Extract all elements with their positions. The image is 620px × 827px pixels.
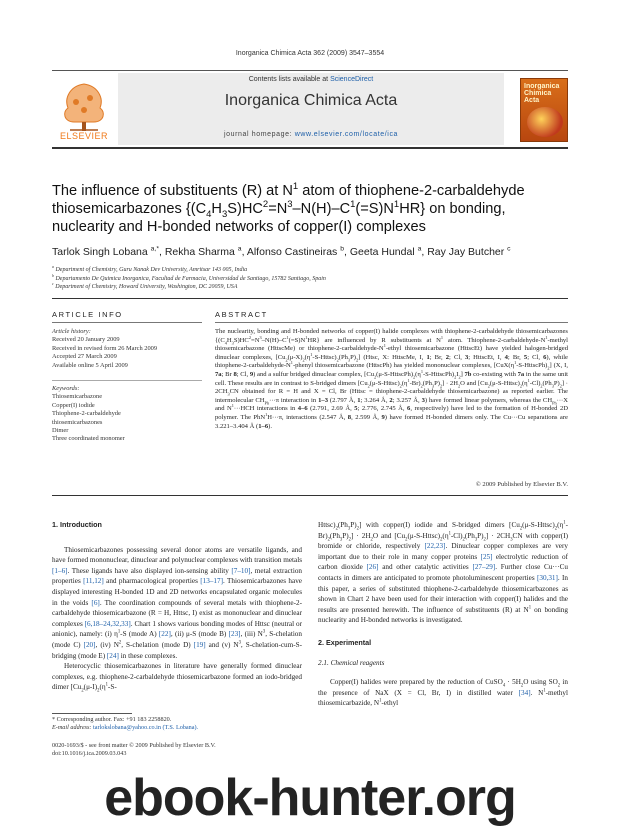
contents-availability [118, 76, 504, 83]
body-column-right [318, 520, 568, 709]
email-label: E-mail address: [52, 724, 94, 731]
keyword-item: thiosemicarbazones [52, 418, 103, 426]
keyword-item: Dimer [52, 427, 69, 435]
body-paragraph: Copper(I) halides were prepared by the reduction of CuSO$_4$ · $5H_2O$ using $SO_2$ in the presence of NaX (X = Cl, Br, I) in distilled water [34]. $N^1$-methyl thiosemicarbazide, $N^1$-ethyl [318, 678, 568, 708]
cover-artwork [527, 107, 563, 137]
sciencedirect-link[interactable]: ScienceDirect [330, 76, 374, 83]
section-divider [52, 495, 568, 496]
section-heading-introduction: 1. Introduction [52, 520, 102, 529]
journal-homepage [118, 131, 504, 138]
author-list: Tarlok Singh Lobana $^{a,*}$, Rekha Sharma $^a$, Alfonso Castineiras $^b$, Geeta Hundal $^a$, Ray Jay Butcher $^c$ [52, 245, 511, 258]
keywords-rule [52, 380, 202, 381]
history-item: Received in revised form 26 March 2009 [52, 344, 158, 352]
homepage-link[interactable]: www.elsevier.com/locate/ica [294, 131, 399, 138]
history-item: Received 20 January 2009 [52, 336, 120, 344]
article-info-rule [52, 322, 202, 323]
homepage-prefix: journal homepage: [223, 131, 295, 138]
article-info-heading: ARTICLE INFO [52, 310, 123, 319]
body-column-left [52, 520, 302, 693]
watermark: ebook-hunter.org [104, 769, 516, 827]
copyright-notice: © 2009 Published by Elsevier B.V. [475, 481, 568, 488]
body-paragraph: Thiosemicarbazones possessing several donor atoms are versatile ligands, and have formed mononuclear, dinuclear and polynuclear complexes with transition metals [1–6]. These ligands have also displayed ion-sensing ability [7–10], metal extraction properties [11,12] and pharmacological properties [13–17]. Thiosemicarbazones have displayed interesting H-bonded 1D and 2D networks encapsulated organic molecules in the voids [6]. The coordination compounds of several metals with thiophene-2-carbaldehyde thiosemicarbazone (R = H, Httsc, I) exist as mononuclear and dinuclear complexes [6,18–24,32,33]. Chart 1 shows various bonding modes of Httsc (neutral or anionic), namely: (i) $\eta^1-S$ (mode A) [22], (ii) μ-S (mode B) [23], (iii) $N^3$, S-chelation (mode C) [20], (iv) $N^2$, S-chelation (mode D) [19] and (v) $N^3$, S-chelation-cum-S-bridging (mode E) [24] in these complexes. [52, 545, 303, 660]
abstract-rule [215, 322, 568, 323]
journal-name: Inorganica Chimica Acta [224, 92, 398, 109]
keyword-item: Thiophene-2-carbaldehyde [52, 410, 121, 418]
article-history [52, 328, 202, 370]
keyword-item: Thiosemicarbazone [52, 393, 103, 401]
header-top-rule [52, 70, 568, 71]
keywords-list [52, 385, 202, 444]
keywords-label: Keywords: [52, 385, 80, 392]
keyword-item: Three coordinated monomer [52, 435, 125, 443]
history-item: Accepted 27 March 2009 [52, 353, 117, 361]
publisher-name: ELSEVIER [59, 131, 109, 141]
keyword-item: Copper(I) iodide [52, 401, 95, 409]
affiliations: $^a$ Department of Chemistry, Guru Nanak Dev University, Amritsar 143 005, India $^b$ Departamento De Quimica Inorganica, Facultad de Farmacia, Universidad de Santiago, 15782 Santiago, Spain $^c$ Department of Chemistry, Howard University, Washington, DC 20059, USA [52, 265, 326, 291]
abstract-heading: ABSTRACT [215, 310, 268, 319]
article-title: The influence of substituents (R) at $N^1$ atom of thiophene-2-carbaldehyde thiosemicarbazones $\{(C_4H_3S)HC^2=N^3-N(H)-C^1(=S)N^1HR\}$ on bonding, nuclearity and H-bonded networks of copper(I) complexes [52, 181, 525, 235]
section-heading-experimental: 2. Experimental [318, 637, 372, 647]
cover-title: Inorganica Chimica Acta [524, 83, 560, 104]
history-item: Available online 5 April 2009 [52, 361, 128, 369]
front-matter [52, 742, 302, 758]
email-link[interactable]: tarlokslobana@yahoo.co.in (T.S. Lobana). [93, 724, 199, 731]
contents-prefix: Contents lists available at [248, 76, 331, 83]
corresponding-author-footnote [52, 716, 302, 732]
journal-cover-image [520, 78, 568, 142]
header-bottom-rule [52, 147, 568, 149]
section-divider [52, 298, 568, 299]
body-paragraph: Heterocyclic thiosemicarbazones in literature have generally formed dinuclear complexes, e.g. thiophene-2-carbaldehyde thiosemicarbazone formed an iodo-bridged dimer [$Cu_2(\mu-I)_2(\eta^1-S-$ [52, 662, 302, 694]
corresponding-author: * Corresponding author. Fax: +91 183 2258820. [52, 716, 172, 723]
doi: doi:10.1016/j.ica.2009.03.043 [52, 750, 127, 757]
front-matter-line: 0020-1693/$ - see front matter © 2009 Published by Elsevier B.V. [52, 742, 216, 749]
subsection-heading-reagents: 2.1. Chemical reagents [318, 658, 385, 667]
abstract-text: The nuclearity, bonding and H-bonded networks of copper(I) halide complexes with thiophene-2-carbaldehyde thiosemicarbazones $\{(C_4H_3S)HC^2=N^3-N(H)-C^1(=S)N^1HR\}$ are influenced by R substituents at $N^1$ atom. Thiophene-$2-carbaldehyde-N^1$-methyl thiosemicarbazone (HttscMe) or thiophene-$2-carbaldehyde-N^1$-ethyl thiosemicarbazone (HttscEt) have yielded halogen-bridged dinuclear complexes, $[Cu_2(\mu-X)_2(\eta^1-S-Httsc)_2(Ph_3P)_2]$ (Htsc, X: HttscMe, I, 1; Br, 2; Cl, 3; HttscEt, I, 4; Br, 5; Cl, 6), while thiophene-$2-carbaldehyde-N^1$-phenyl thiosemicarbazone (HttscPh) has yielded mononuclear complexes, $[CuX(\eta^1-S-HttscPh)_2]$ (X, I, 7a; Br 8; Cl, 9) and a sulfur bridged dinuclear complex, $[Cu_2(\mu-S-HttscPh)_2(\eta^1-S-HttscPh)_2I_2]$ 7b co-existing with 7a in the same unit cell. These results are in contrast to S-bridged dimers $[Cu_2(\mu-S-Httsc)_2(\eta^1-Br)_2(Ph_3P)_2] \cdot 2H_2O$ and $[Cu_2(\mu-S-Httsc)_2(\eta^1-Cl)_2(Ph_3P)_2] \cdot 2CH_3CN$ obtained for R = H and X = Cl, Br (Httsc = thiophene-2-carbaldehyde thiosemicarbazone) as reported earlier. The intermolecular $CH_{Ph}\cdot\cdot\cdot\pi$ interaction in 1–3 (2.797 Å, 1; 3.264 Å, 2; 3.257 Å, 3) have formed linear polymers, whereas the $CH_{Ph}\cdot\cdot\cdot X$ and $N^1\cdot\cdot\cdot HCH$ interactions in 4–6 (2.791, 2.69 Å, 5; 2.776, 2.745 Å, 6, respectively) have led to the formation of H-bonded 2D polymer. The PhN$^1$H···π, interactions (2.547 Å, 8, 2.599 Å, 9) have formed H-bonded dimers only. The Cu···Cu separations are 3.221–3.404 Å (1–6). [215, 328, 569, 430]
journal-citation: Inorganica Chimica Acta 362 (2009) 3547–3554 [235, 50, 385, 57]
body-paragraph: $Httsc)_2(Ph_3P)_2$] with copper(I) iodide and S-bridged dimers $[Cu_2(\mu-S-Httsc)_2(\eta^1-Br)_2(Ph_3P)_2] \cdot 2H_2O$ and $[Cu_2(\mu-S-Httsc)_2(\eta^1-Cl)_2(Ph_3P)_2] \cdot 2CH_3CN$ with copper(I) bromide or chloride, respectively [22,23]. Dinuclear copper complexes are very important due to their role in many copper proteins [25] electrolytic reduction of carbon dioxide [26] and other catalytic activities [27–29]. Further close Cu···Cu contacts in dimers are anticipated to promote photoluminescent properties [30,31]. In this paper, a series of substituted thiophene-2-carbaldehyde thiosemicarbazones as shown in Chart 2 have been used for their interaction with copper(I) halides and the results are presented herewith. The influence of substituents (R) at $N^1$ on bonding nuclearity and H-bonded networks is investigated. [318, 520, 568, 625]
history-label: Article history: [52, 328, 91, 335]
footnote-rule [52, 713, 132, 714]
